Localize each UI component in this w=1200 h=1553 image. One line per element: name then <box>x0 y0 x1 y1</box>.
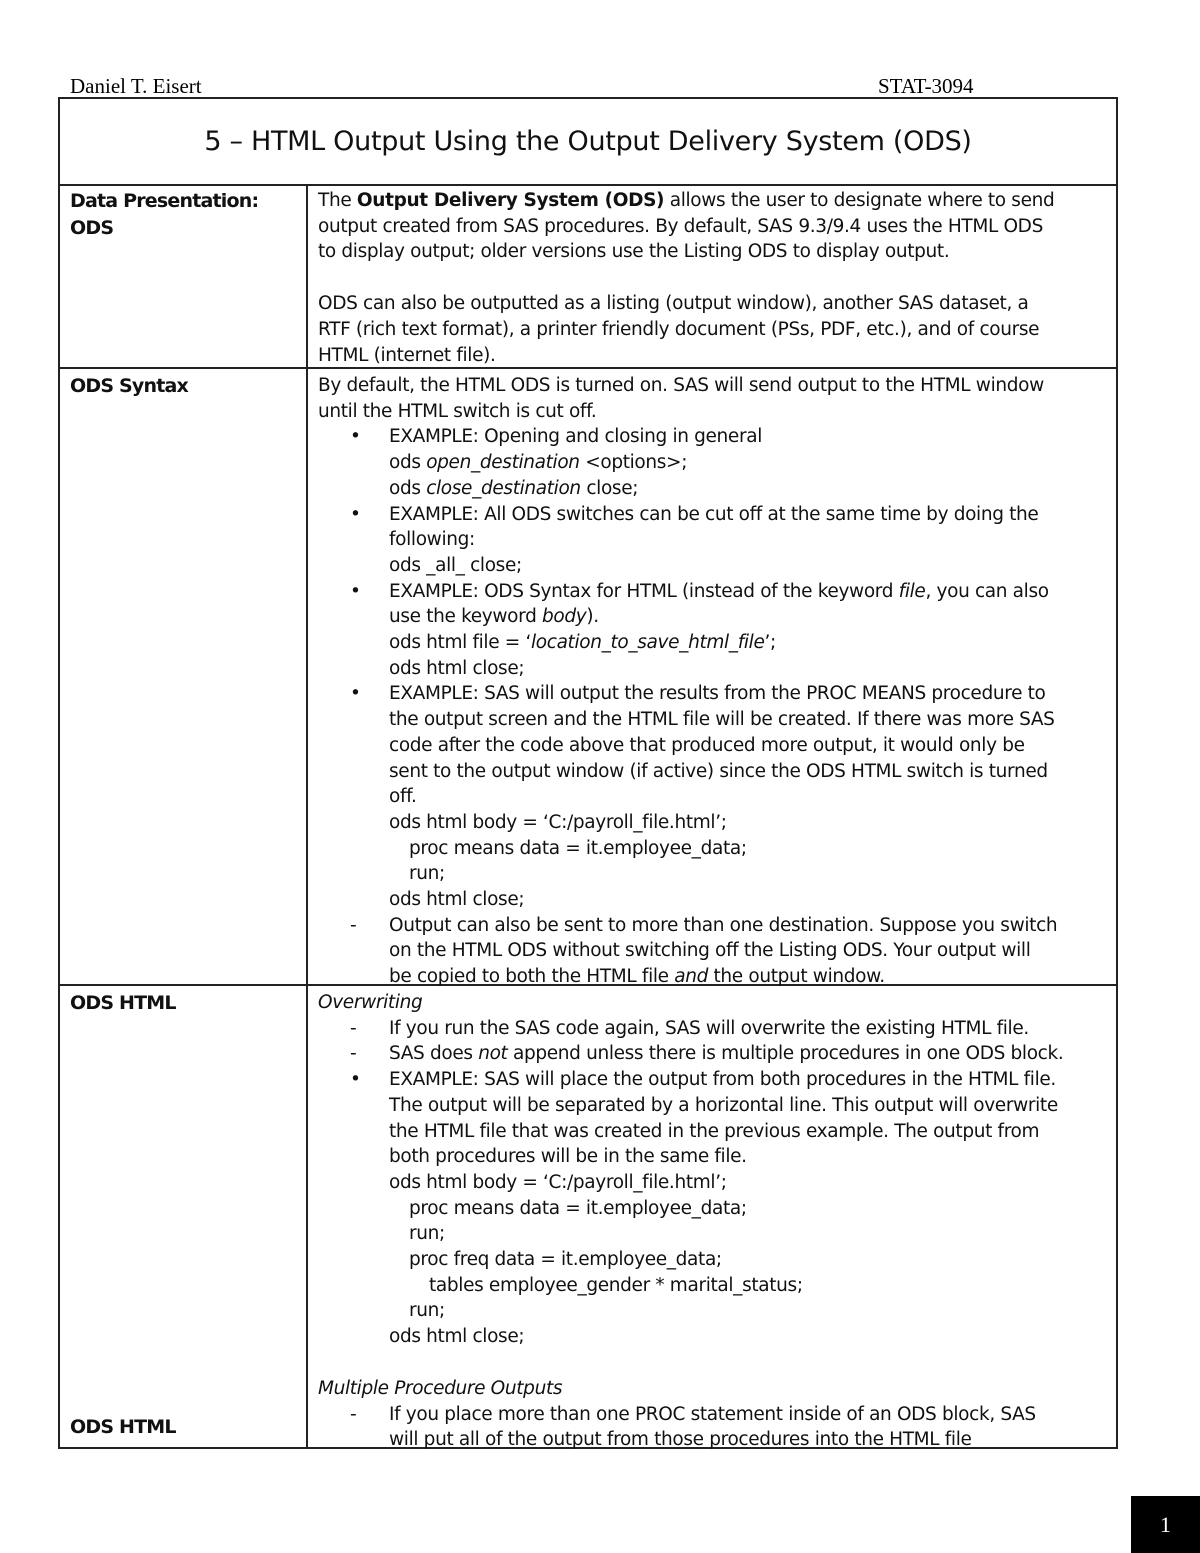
bullet-icon: • <box>350 426 361 448</box>
row-content: Overwriting - If you run the SAS code again, SAS will overwrite the existing HTML file. - SAS does not append unless there is multiple procedures in one ODS block. • EXAMPLE: SAS will place the output from both procedures in the HTML file. The output will be separated by a horizontal line. This output will overwrite the HTML file that was created in the previous example. The output from both procedures will be in the same file. ods html body = ‘C:/payroll_file.html’; proc means data = it.employee_data; run; proc freq data = it.employee_data; tables employee_gender * marital_status; run; ods html close; Multiple Procedure Outputs - If you place more than one PROC statement inside of an ODS block, SAS will put all of the output from those procedures into the HTML file <box>318 990 1113 1453</box>
row-content: The Output Delivery System (ODS) allows the user to designate where to send output created from SAS procedures. By default, SAS 9.3/9.4 uses the HTML ODS to display output; older versions use the Listing ODS to display output. ODS can also be outputted as a listing (output window), another SAS dataset, a RTF (rich text format), a printer friendly document (PSs, PDF, etc.), and of course HTML (internet file). <box>318 190 1055 366</box>
bullet-icon: • <box>350 683 361 705</box>
row-label-bottom: ODS HTML <box>70 1416 176 1438</box>
dash-icon: - <box>350 914 357 936</box>
list-item: • EXAMPLE: SAS will place the output from both procedures in the HTML file. <box>318 1067 1113 1093</box>
bullet-icon: • <box>350 580 361 602</box>
page-number-badge <box>1131 1496 1200 1553</box>
row-ods-html <box>60 986 1116 1449</box>
row-content: By default, the HTML ODS is turned on. SAS will send output to the HTML window until the HTML switch is cut off. • EXAMPLE: Opening and closing in general ods open_destination <options>; ods close_destination close; • EXAMPLE: All ODS switches can be cut off at the same time by doing the following: ods _all_ close; • EXAMPLE: ODS Syntax for HTML (instead of the keyword file, you can also use the keyword body). ods html file = ‘location_to_save_html_file’; ods html close; • EXAMPLE: SAS will output the results from the PROC MEANS procedure to the output screen and the HTML file will be created. If there was more SAS code after the code above that produced more output, it would only be sent to the output window (if active) since the ODS HTML switch is turned off. ods html body = ‘C:/payroll_file.html’; proc means data = it.employee_data; run; ods html close; - Output can also be sent to more than one destination. Suppose you switch on the HTML ODS without switching off the Listing ODS. Your output will be copied to both the HTML file and the output window. <box>318 373 1113 990</box>
list-item: - If you place more than one PROC statement inside of an ODS block, SAS <box>318 1402 1113 1428</box>
list-item: - Output can also be sent to more than one destination. Suppose you switch <box>318 913 1113 939</box>
list-item: • EXAMPLE: All ODS switches can be cut off at the same time by doing the <box>318 502 1113 528</box>
section-heading: Multiple Procedure Outputs <box>318 1377 563 1399</box>
dash-icon: - <box>350 1017 357 1039</box>
bullet-icon: • <box>350 1069 361 1091</box>
list-item: • EXAMPLE: ODS Syntax for HTML (instead of the keyword file, you can also <box>318 579 1113 605</box>
row-ods-syntax <box>60 369 1116 986</box>
list-item: - SAS does not append unless there is multiple procedures in one ODS block. <box>318 1041 1113 1067</box>
section-heading: Overwriting <box>318 992 423 1013</box>
row-label: Data Presentation: ODS <box>70 190 259 239</box>
header-author: Daniel T. Eisert <box>70 74 202 98</box>
dash-icon: - <box>350 1403 357 1425</box>
row-label: ODS Syntax <box>70 375 188 397</box>
page-number: 1 <box>1160 1511 1171 1537</box>
row-data-presentation <box>60 184 1116 369</box>
list-item: - If you run the SAS code again, SAS will overwrite the existing HTML file. <box>318 1016 1113 1042</box>
dash-icon: - <box>350 1043 357 1065</box>
list-item: • EXAMPLE: Opening and closing in general <box>318 424 1113 450</box>
bold-term: Output Delivery System (ODS) <box>356 190 665 211</box>
bullet-icon: • <box>350 503 361 525</box>
notes-table <box>58 97 1118 1449</box>
row-label: ODS HTML <box>70 992 176 1014</box>
header-course: STAT-3094 <box>878 74 974 98</box>
list-item: • EXAMPLE: SAS will output the results from the PROC MEANS procedure to <box>318 681 1113 707</box>
title-row <box>60 99 1116 186</box>
page-title: 5 – HTML Output Using the Output Delivery System (ODS) <box>204 126 972 157</box>
